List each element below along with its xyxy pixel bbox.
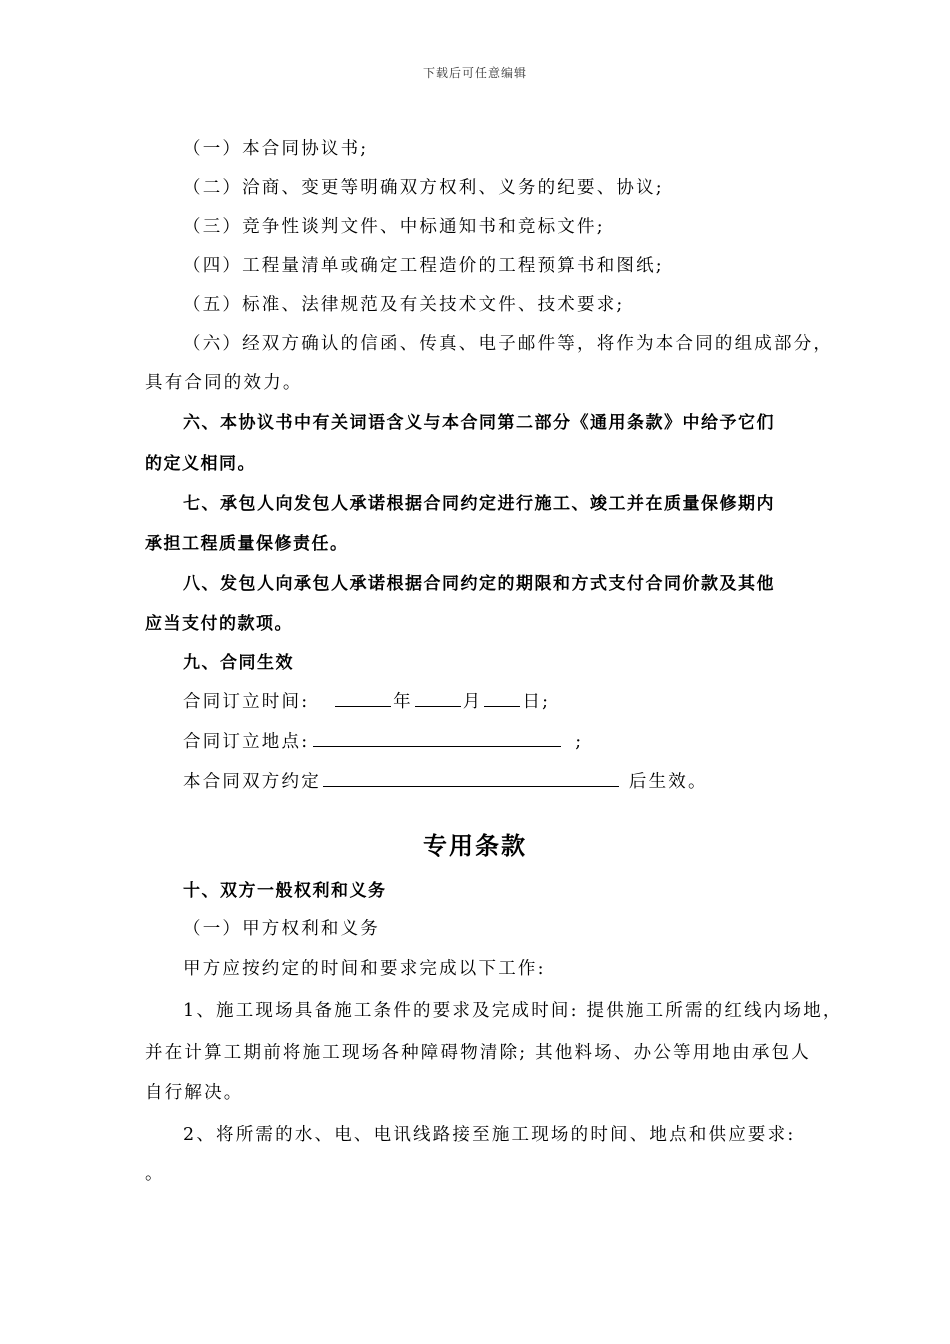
list-item: （四）工程量清单或确定工程造价的工程预算书和图纸; (183, 256, 664, 276)
list-item: （六）经双方确认的信函、传真、电子邮件等，将作为本合同的组成部分， (183, 334, 834, 354)
list-item: （五）标准、法律规范及有关技术文件、技术要求; (183, 295, 625, 315)
list-item-continuation: 具有合同的效力。 (145, 373, 303, 393)
clause-10-sub-1: （一）甲方权利和义务 (183, 919, 380, 939)
clause-8-line-2: 应当支付的款项。 (145, 614, 293, 634)
year-blank[interactable] (335, 688, 391, 707)
contract-time-row (183, 688, 550, 713)
clause-6-line-1: 六、本协议书中有关词语含义与本合同第二部分《通用条款》中给予它们 (183, 413, 775, 433)
item-2-line-1: 2、将所需的水、电、电讯线路接至施工现场的时间、地点和供应要求: (183, 1125, 796, 1145)
year-label: 年 (393, 692, 413, 712)
day-label: 日; (522, 692, 551, 712)
contract-place-label: 合同订立地点: (183, 732, 310, 752)
place-blank[interactable] (313, 728, 561, 747)
list-item: （一）本合同协议书; (183, 139, 369, 159)
item-1-line-1: 1、施工现场具备施工条件的要求及完成时间: 提供施工所需的红线内场地， (183, 1001, 843, 1021)
day-blank[interactable] (484, 688, 520, 707)
item-1-line-3: 自行解决。 (145, 1083, 244, 1103)
item-2-line-2: 。 (145, 1164, 165, 1184)
clause-10-intro: 甲方应按约定的时间和要求完成以下工作: (183, 959, 546, 979)
month-label: 月 (462, 692, 483, 712)
clause-7-line-1: 七、承包人向发包人承诺根据合同约定进行施工、竣工并在质量保修期内 (183, 494, 775, 514)
place-end: ; (575, 732, 584, 752)
list-item: （三）竞争性谈判文件、中标通知书和竞标文件; (183, 217, 605, 237)
contract-agreement-row (183, 768, 708, 793)
contract-time-label: 合同订立时间: (183, 692, 310, 712)
clause-8-line-1: 八、发包人向承包人承诺根据合同约定的期限和方式支付合同价款及其他 (183, 574, 775, 594)
item-1-line-2: 并在计算工期前将施工现场各种障碍物清除; 其他料场、办公等用地由承包人 (145, 1043, 811, 1063)
agreement-end: 后生效。 (628, 772, 708, 792)
agreement-label: 本合同双方约定 (183, 772, 321, 792)
month-blank[interactable] (415, 688, 461, 707)
agreement-blank[interactable] (323, 768, 619, 787)
contract-place-row (183, 728, 583, 753)
clause-6-line-2: 的定义相同。 (145, 454, 256, 474)
clause-9-heading: 九、合同生效 (183, 653, 294, 673)
clause-10-heading: 十、双方一般权利和义务 (183, 881, 387, 901)
clause-7-line-2: 承担工程质量保修责任。 (145, 534, 349, 554)
list-item: （二）洽商、变更等明确双方权利、义务的纪要、协议; (183, 178, 664, 198)
page-header: 下载后可任意编辑 (422, 66, 527, 80)
section-title: 专用条款 (423, 832, 527, 860)
